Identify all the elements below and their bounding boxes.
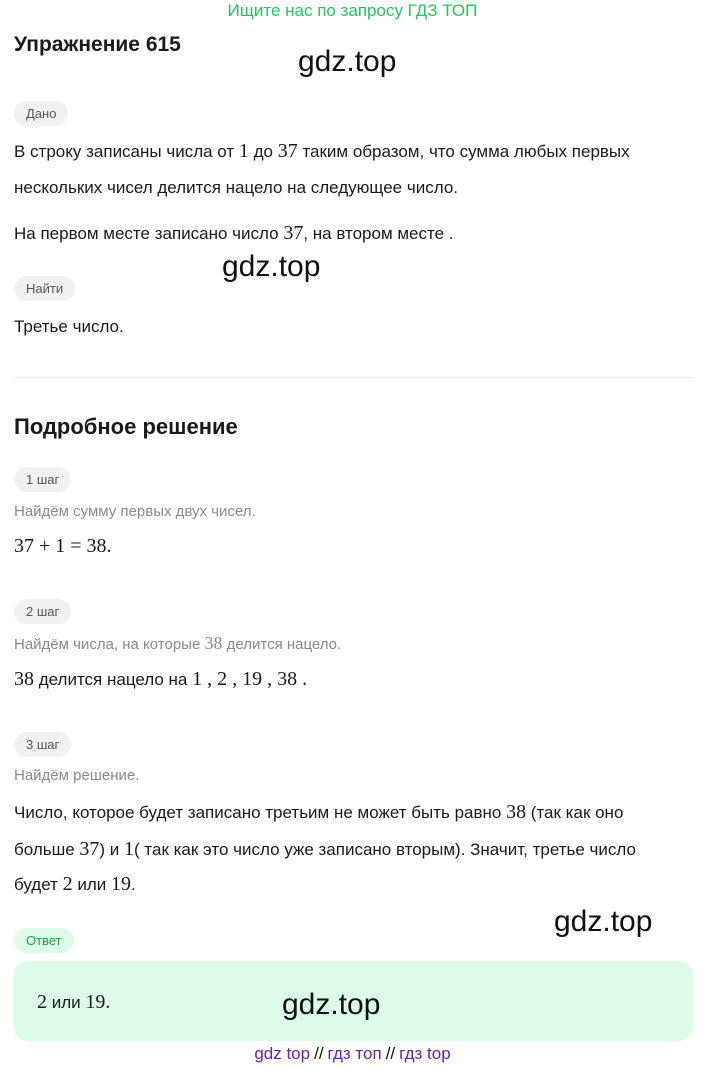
watermark: gdz.top xyxy=(222,250,321,283)
step-3-line-2: больше 37) и 1( так как это число уже записано вторым). Значит, третье число xyxy=(14,838,636,860)
exercise-title: Упражнение 615 xyxy=(14,33,181,56)
search-banner: Ищите нас по запросу ГДЗ ТОП xyxy=(227,1,478,20)
find-chip: Найти xyxy=(14,276,75,301)
step-3-line-3: будет 2 или 19. xyxy=(14,873,136,895)
answer-chip: Ответ xyxy=(14,928,74,953)
footer-link-gdz-top-ru[interactable]: гдз топ xyxy=(327,1044,382,1063)
section-divider xyxy=(14,377,694,378)
step-3-chip: 3 шаг xyxy=(14,732,71,757)
given-line-3: На первом месте записано число 37, на втором месте . xyxy=(14,222,454,244)
watermark: gdz.top xyxy=(554,905,653,938)
footer-link-gdz-top-mixed[interactable]: гдз top xyxy=(399,1044,451,1063)
answer-text: 2 или 19. xyxy=(37,991,111,1013)
watermark: gdz.top xyxy=(298,45,397,78)
given-line-2: нескольких чисел делится нацело на следующее число. xyxy=(14,178,458,197)
step-3-line-1: Число, которое будет записано третьим не может быть равно 38 (так как оно xyxy=(14,801,624,823)
given-line-1: В строку записаны числа от 1 до 37 таким образом, что сумма любых первых xyxy=(14,140,630,162)
footer-link-gdz-top[interactable]: gdz top xyxy=(254,1044,311,1063)
step-2-chip: 2 шаг xyxy=(14,599,71,624)
step-2-line: 38 делится нацело на 1 , 2 , 19 , 38 . xyxy=(14,668,308,690)
footer-separator: // xyxy=(385,1044,396,1063)
watermark: gdz.top xyxy=(282,988,381,1021)
step-1-hint: Найдём сумму первых двух чисел. xyxy=(14,503,256,520)
footer-separator: // xyxy=(314,1044,324,1063)
given-chip: Дано xyxy=(14,101,68,126)
step-3-hint: Найдём решение. xyxy=(14,767,140,784)
footer-links xyxy=(0,1044,705,1064)
step-2-hint: Найдём числа, на которые 38 делится нацело. xyxy=(14,633,342,653)
find-text: Третье число. xyxy=(14,317,124,336)
step-1-formula: 37 + 1 = 38. xyxy=(14,535,112,557)
step-1-chip: 1 шаг xyxy=(14,467,71,492)
solution-title: Подробное решение xyxy=(14,414,238,439)
